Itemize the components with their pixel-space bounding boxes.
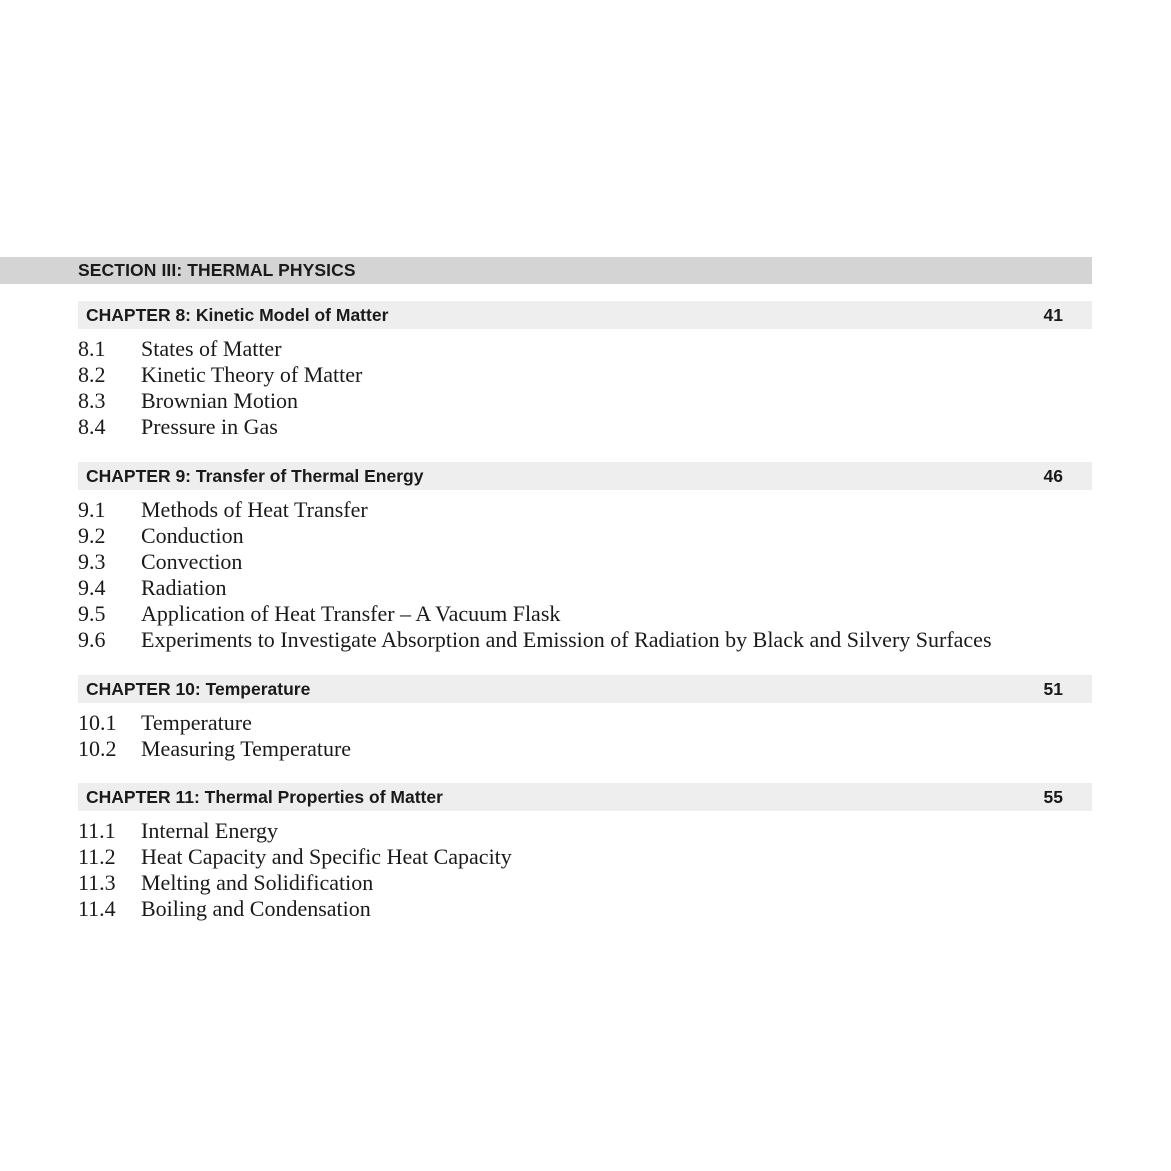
topic-number: 9.6 <box>78 627 106 652</box>
topic-item <box>78 870 1092 896</box>
topic-list <box>78 710 1092 762</box>
topic-item <box>78 844 1092 870</box>
chapter-11 <box>78 783 1092 922</box>
topic-number: 8.1 <box>78 336 106 361</box>
chapter-10 <box>78 675 1092 762</box>
topic-title: Convection <box>141 549 243 574</box>
topic-title: Experiments to Investigate Absorption and Emission of Radiation by Black and Silvery Surfaces <box>141 627 992 652</box>
topic-item <box>78 601 1092 627</box>
topic-number: 10.1 <box>78 710 117 735</box>
topic-title: Boiling and Condensation <box>141 896 371 921</box>
topic-number: 9.2 <box>78 523 106 548</box>
topic-item <box>78 497 1092 523</box>
chapter-9 <box>78 462 1092 653</box>
chapter-title: CHAPTER 9: Transfer of Thermal Energy <box>86 466 424 486</box>
topic-item <box>78 736 1092 762</box>
topic-title: Methods of Heat Transfer <box>141 497 368 522</box>
topic-number: 8.3 <box>78 388 106 413</box>
chapter-header <box>78 783 1092 811</box>
topic-item <box>78 336 1092 362</box>
topic-title: Conduction <box>141 523 244 548</box>
topic-item <box>78 414 1092 440</box>
topic-item <box>78 388 1092 414</box>
chapter-header <box>78 675 1092 703</box>
topic-title: Application of Heat Transfer – A Vacuum Flask <box>141 601 561 626</box>
chapter-title: CHAPTER 8: Kinetic Model of Matter <box>86 305 389 325</box>
topic-title: Internal Energy <box>141 818 279 843</box>
section-header <box>0 257 1092 284</box>
topic-item <box>78 549 1092 575</box>
topic-title: Melting and Solidification <box>141 870 374 895</box>
chapter-8 <box>78 301 1092 440</box>
topic-title: Radiation <box>141 575 227 600</box>
chapter-title: CHAPTER 10: Temperature <box>86 679 311 699</box>
topic-number: 11.1 <box>78 818 116 843</box>
topic-number: 9.3 <box>78 549 106 574</box>
topic-title: States of Matter <box>141 336 282 361</box>
topic-number: 9.1 <box>78 497 106 522</box>
topic-number: 11.4 <box>78 896 116 921</box>
chapter-page-number: 55 <box>1043 787 1063 807</box>
chapter-page-number: 51 <box>1043 679 1063 699</box>
topic-list <box>78 497 1092 653</box>
topic-title: Heat Capacity and Specific Heat Capacity <box>141 844 512 869</box>
chapter-page-number: 41 <box>1043 305 1063 325</box>
chapter-title: CHAPTER 11: Thermal Properties of Matter <box>86 787 443 807</box>
topic-item <box>78 710 1092 736</box>
topic-title: Brownian Motion <box>141 388 299 413</box>
topic-list <box>78 818 1092 922</box>
topic-list <box>78 336 1092 440</box>
chapter-header <box>78 462 1092 490</box>
section-title: SECTION III: THERMAL PHYSICS <box>78 260 356 280</box>
topic-title: Temperature <box>141 710 252 735</box>
topic-item <box>78 523 1092 549</box>
chapter-page-number: 46 <box>1043 466 1063 486</box>
chapter-header <box>78 301 1092 329</box>
topic-title: Pressure in Gas <box>141 414 278 439</box>
topic-item <box>78 896 1092 922</box>
topic-number: 11.2 <box>78 844 116 869</box>
topic-title: Kinetic Theory of Matter <box>141 362 363 387</box>
topic-title: Measuring Temperature <box>141 736 352 761</box>
topic-number: 9.5 <box>78 601 106 626</box>
topic-number: 9.4 <box>78 575 106 600</box>
topic-item <box>78 818 1092 844</box>
topic-item <box>78 575 1092 601</box>
topic-number: 8.2 <box>78 362 106 387</box>
topic-number: 10.2 <box>78 736 117 761</box>
topic-item <box>78 362 1092 388</box>
topic-number: 11.3 <box>78 870 116 895</box>
topic-item <box>78 627 1092 653</box>
topic-number: 8.4 <box>78 414 106 439</box>
